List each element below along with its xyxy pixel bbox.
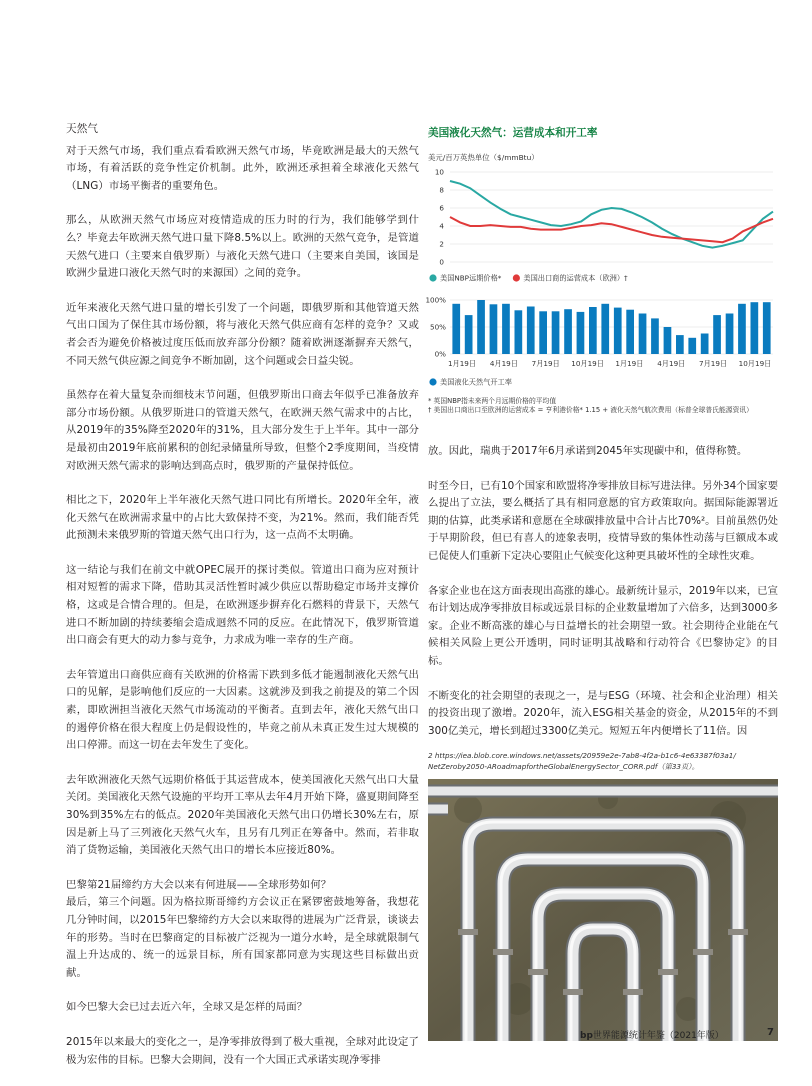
bar [589, 307, 597, 354]
footnote-url-cont: NetZeroby2050-ARoadmapfortheGlobalEnergySector_CORR.pdf（第33页）。 [428, 762, 699, 771]
legend-label: 美国液化天然气开工率 [440, 377, 512, 387]
line-chart [428, 164, 780, 289]
paragraph: 去年管道出口商供应商有关欧洲的价格需下跌到多低才能遏制液化天然气出口的见解，是影响他们反应的一大因素。这就涉及到我之前提及的第二个因素，即欧洲担当液化天然气市场流动的平衡者。直到去年，液化天然气出口的遏停价格在很大程度上仍是假设性的，毕竟之前从未真正发生过大规模的出口停滞。而这一切在去年发生了变化。 [66, 668, 419, 752]
paragraph: 不断变化的社会期望的表现之一，是与ESG（环境、社会和企业治理）相关的投资出现了激增。2020年，流入ESG相关基金的资金，从2015年的不到300亿美元，增长到超过3300亿美元。短短五年内便增长了11倍。因 [428, 689, 778, 737]
legend-label: 美国出口商的运营成本（欧洲）† [523, 273, 628, 283]
paragraph: 各家企业也在这方面表现出高涨的雄心。最新统计显示，2019年以来，已宣布计划达成净零排放目标或远景目标的企业数量增加了六倍多，达到3000多家。企业不断高涨的雄心与日益增长的社会期望一致。社会期待企业能在气候相关风险上更公开透明，同时证明其战略和行动符合《巴黎协定》的目标。 [428, 584, 778, 667]
section-title: 天然气 [66, 123, 99, 135]
bar [751, 302, 759, 354]
bar-chart [425, 292, 780, 395]
footer-brand: bp [580, 1031, 593, 1041]
bar [502, 304, 510, 354]
y-tick-label: 100% [425, 295, 446, 305]
chart-title: 美国液化天然气：运营成本和开工率 [428, 127, 598, 139]
x-tick-label: 1月19日 [615, 359, 644, 368]
bar [763, 302, 771, 354]
bar [664, 327, 672, 354]
y-tick-label: 50% [430, 322, 446, 332]
bar [552, 311, 560, 354]
bar [676, 335, 684, 354]
bar [726, 314, 734, 355]
bar [738, 304, 746, 354]
paragraph: 如今巴黎大会已过去近六年，全球又是怎样的局面？ [66, 1001, 308, 1014]
bar [688, 338, 696, 354]
x-tick-label: 7月19日 [531, 359, 560, 368]
bar [601, 304, 609, 354]
footnote [428, 750, 788, 772]
bar [527, 307, 535, 355]
legend-label: 美国NBP远期价格* [440, 273, 502, 283]
bar [465, 315, 473, 354]
paragraph: 2015年以来最大的变化之一，是净零排放得到了极大重视，全球对此设定了极为宏伟的目标。巴黎大会期间，没有一个大国正式承诺实现净零排 [66, 1035, 419, 1066]
bar [626, 310, 634, 354]
bar [614, 308, 622, 354]
bar [477, 300, 485, 354]
series-line-2 [450, 217, 773, 242]
bar [713, 315, 721, 354]
legend-marker [429, 274, 436, 281]
paragraph: 时至今日，已有10个国家和欧盟将净零排放目标写进法律。另外34个国家要么提出了立法，要么概括了具有相同意愿的官方政策取向。据国际能源署近期的估算，此类承诺和意愿在全球碳排放量中合计占比70%²。目前虽然仍处于早期阶段，但已有喜人的迹象表明，疫情导致的集体性动荡与巨额成本或已促使人们重新下定决心要阻止气候变化这种更具破坏性的全球性灾难。 [428, 479, 778, 562]
y-tick-label: 4 [439, 221, 444, 231]
x-tick-label: 1月19日 [447, 359, 477, 368]
left-column [66, 121, 419, 1086]
x-tick-label: 10月19日 [738, 359, 772, 368]
x-tick-label: 7月19日 [699, 359, 728, 368]
x-tick-label: 4月19日 [657, 359, 686, 368]
bar [515, 310, 523, 354]
paragraph: 这一结论与我们在前文中就OPEC展开的探讨类似。管道出口商为应对预计相对短暂的需求下降，借助其灵活性暂时减少供应以帮助稳定市场并支撑价格，这或是合情合理的。但是，在欧洲逐步摒弃化石燃料的背景下，天然气进口不断加剧的持续萎缩会造成迥然不同的反应。在此情况下，俄罗斯管道出口商会有更大的动力参与竞争，力求成为唯一幸存的生产商。 [66, 563, 419, 647]
bar [539, 311, 547, 354]
paragraph: 相比之下，2020年上半年液化天然气进口同比有所增长。2020年全年，液化天然气在欧洲需求量中的占比大致保持不变，为21%。然而，我们能否凭此预测未来俄罗斯的管道天然气出口行为，这一点尚不太明确。 [66, 494, 419, 542]
paragraph: 放。因此，瑞典于2017年6月承诺到2045年实现碳中和，值得称赞。 [428, 445, 748, 457]
footer-title: 世界能源统计年鉴（2021年版） [592, 1031, 724, 1041]
chart-note: † 美国出口商出口至欧洲的运营成本 = 亨利港价格* 1.15 + 液化天然气航次费用（标普全球普氏能源资讯） [428, 406, 753, 415]
page-number: 7 [767, 1027, 774, 1038]
pipeline-photo [428, 779, 778, 1041]
legend-marker [429, 378, 436, 385]
subheading: 巴黎第21届缔约方大会以来有何进展——全球形势如何？ [66, 878, 332, 891]
bar [564, 309, 572, 354]
bar [452, 304, 460, 354]
chart-notes [428, 397, 778, 416]
paragraph: 去年欧洲液化天然气远期价格低于其运营成本，使美国液化天然气出口大量关闭。美国液化天然气设施的平均开工率从去年4月开始下降，盛夏期间降至30%到35%左右的低点。2020年美国液化天然气出口仍增长30%左右，原因是新上马了三列液化天然气火车，且另有几列正在筹备中。然而，若非取消了货物运输，美国液化天然气出口的增长本应接近80%。 [66, 773, 419, 857]
footnote-url[interactable]: 2 https://iea.blob.core.windows.net/assets/20959e2e-7ab8-4f2a-b1c6-4e63387f03a1/ [428, 751, 736, 760]
y-tick-label: 0 [439, 257, 444, 267]
bar [577, 312, 585, 354]
y-tick-label: 8 [439, 185, 444, 195]
footer [580, 1028, 724, 1041]
y-tick-label: 10 [434, 167, 444, 177]
y-tick-label: 0% [434, 349, 446, 359]
series-line-1 [450, 181, 773, 248]
x-tick-label: 10月19日 [571, 359, 604, 368]
x-tick-label: 4月19日 [489, 359, 518, 368]
bar [490, 304, 498, 354]
paragraph: 对于天然气市场，我们重点看看欧洲天然气市场，毕竟欧洲是最大的天然气市场，有着活跃的竞争性定价机制。此外，欧洲还承担着全球液化天然气（LNG）市场平衡者的重要角色。 [66, 144, 419, 192]
paragraph: 那么，从欧洲天然气市场应对疫情造成的压力时的行为，我们能够学到什么？毕竟去年欧洲天然气进口量下降8.5%以上。欧洲的天然气竞争，是管道天然气进口（主要来自俄罗斯）与液化天然气进口（主要来自美国，该国是欧洲少量进口液化天然气时的来源国）之间的竞争。 [66, 214, 419, 280]
paragraph: 最后，第三个问题。因为格拉斯哥缔约方会议正在紧锣密鼓地筹备，我想花几分钟时间，以2015年巴黎缔约方大会以来取得的进展为广泛背景，谈谈去年的形势。当时在巴黎商定的目标被广泛视为一道分水岭，是全球就限制气温上升达成的、统一的远景目标，所有国家都同意为实现这些目标做出贡献。 [66, 896, 419, 979]
legend-marker [513, 274, 520, 281]
bar [639, 314, 647, 355]
paragraph: 近年来液化天然气进口量的增长引发了一个问题，即俄罗斯和其他管道天然气出口国为了保住其市场份额，将与液化天然气供应商有怎样的竞争？又或者会否为避免价格被过度压低而放弃部分份额？随着欧洲逐渐摒弃天然气，不同天然气供应源之间竞争不断加剧，这个问题或会日益尖锐。 [66, 301, 419, 367]
bar [651, 318, 659, 354]
chart-note: * 英国NBP指未来两个月远期价格的平均值 [428, 397, 557, 405]
chart-unit-label: 美元/百万英热单位（$/mmBtu） [428, 153, 539, 162]
y-tick-label: 6 [439, 203, 444, 213]
right-column [428, 443, 778, 757]
bar [701, 334, 709, 355]
paragraph: 虽然存在着大量复杂而细枝末节问题，但俄罗斯出口商去年似乎已准备放弃部分市场份额。从俄罗斯进口的管道天然气，在欧洲天然气需求中的占比，从2019年的35%降至2020年的31%，且大部分发生于上半年。其中一部分是最初由2019年底前累积的创纪录储量所导致，但整个2季度期间，当疫情对欧洲天然气需求的影响达到高点时，俄罗斯的产量保持低位。 [66, 389, 419, 472]
y-tick-label: 2 [439, 239, 444, 249]
